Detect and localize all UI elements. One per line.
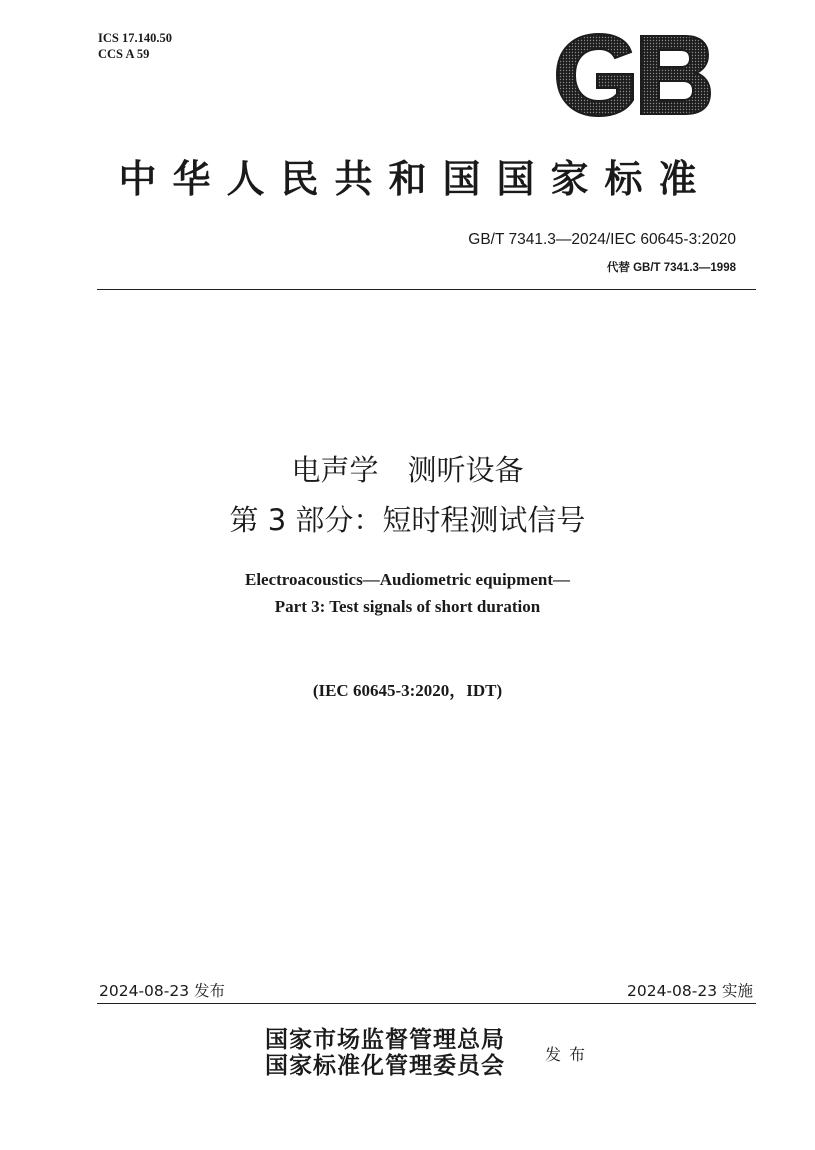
bottom-divider [97, 1003, 756, 1004]
publish-label: 发布 [545, 1045, 594, 1064]
national-standard-title: 中华人民共和国国家标准 [118, 156, 713, 201]
ics-code: ICS 17.140.50 [98, 31, 172, 45]
classification-codes [98, 30, 172, 62]
gb-logo [553, 30, 713, 120]
issuer-samr: 国家市场监督管理总局 [265, 1026, 505, 1053]
implementation-date: 2024-08-23 实施 [626, 982, 753, 1000]
adoption-note: (IEC 60645-3:2020，IDT) [312, 681, 503, 700]
title-cn-line1: 电声学 测听设备 [291, 453, 524, 487]
title-cn-line2: 第 3 部分：短时程测试信号 [229, 503, 586, 537]
issue-date: 2024-08-23 发布 [99, 982, 226, 1000]
gb-logo-text: GB [553, 30, 555, 31]
top-divider [97, 289, 756, 290]
issuer-sac: 国家标准化管理委员会 [265, 1052, 505, 1079]
ccs-code: CCS A 59 [98, 47, 150, 61]
standard-number: GB/T 7341.3—2024/IEC 60645-3:2020 [468, 231, 736, 248]
replaces-standard: 代替 GB/T 7341.3—1998 [606, 262, 736, 274]
title-en-line2: Part 3: Test signals of short duration [274, 597, 541, 616]
issuing-authorities [265, 1027, 505, 1079]
title-en-line1: Electroacoustics—Audiometric equipment— [244, 570, 570, 589]
